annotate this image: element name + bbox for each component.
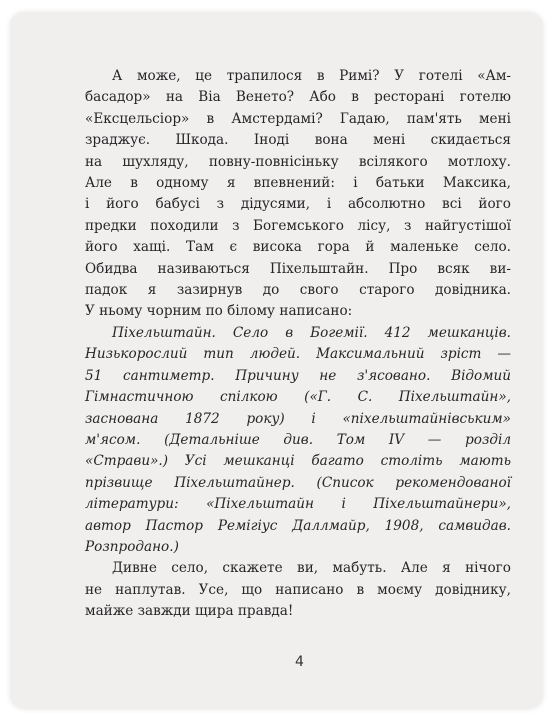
paragraph-1: [85, 66, 511, 323]
text-line: прізвище Піхельштайнер. (Список рекомендованої: [85, 474, 511, 491]
paragraph-3: [85, 558, 511, 622]
text-line: і його бабусі з дідусями, і абсолютно всі його: [85, 196, 511, 213]
text-line: «Страви».) Усі мешканці багато століть мають: [85, 453, 511, 470]
text-line: м'ясом. (Детальніше див. Том IV — розділ: [85, 431, 511, 448]
text-line: не наплутав. Усе, що написано в моєму довіднику,: [85, 581, 511, 598]
text-line: басадор» на Віа Венето? Або в ресторані готелю: [85, 89, 511, 106]
text-line: літератури: «Піхельштайн і Піхельштайнери»,: [85, 496, 511, 513]
page-number: 4: [295, 654, 304, 670]
dictionary-entry: [85, 323, 511, 558]
text-line: Низькорослий тип людей. Максимальний зріст —: [85, 346, 511, 363]
text-line: майже завжди щира правда!: [85, 603, 294, 620]
text-line: предки походили з Богемського лісу, з найгустішої: [85, 217, 511, 234]
text-line: Але в одному я впевнений: і батьки Максика,: [85, 175, 511, 192]
text-line: заснована 1872 року) і «піхельштайнівським»: [85, 410, 511, 427]
text-line: його хащі. Там є висока гора й маленьке село.: [85, 239, 511, 256]
page-text: [85, 66, 511, 623]
text-line: Піхельштайн. Село в Богемії. 412 мешканців.: [112, 324, 511, 341]
text-line: 51 сантиметр. Причину не з'ясовано. Відомий: [85, 367, 511, 384]
text-line: автор Пастор Ремігіус Даллмайр, 1908, самвидав.: [85, 517, 511, 534]
text-line: У ньому чорним по білому написано:: [85, 303, 353, 320]
text-line: падок я зазирнув до свого старого довідника.: [85, 282, 511, 299]
text-line: Дивне село, скажете ви, мабуть. Але я нічого: [112, 560, 511, 577]
text-line: Обидва називаються Піхельштайн. Про всяк ви-: [85, 260, 511, 277]
book-page: [10, 12, 543, 709]
text-line: Розпродано.): [85, 538, 179, 555]
text-line: зраджує. Шкода. Іноді вона мені скидається: [85, 132, 511, 149]
text-line: на шухляду, повну-повнісіньку всілякого мотлоху.: [85, 153, 511, 170]
text-line: «Ексцельсіор» в Амстердамі? Гадаю, пам'ять мені: [85, 110, 511, 127]
text-line: Гімнастичною спілкою («Г. С. Піхельштайн»,: [85, 389, 511, 406]
text-line: А може, це трапилося в Римі? У готелі «Ам-: [112, 68, 511, 84]
